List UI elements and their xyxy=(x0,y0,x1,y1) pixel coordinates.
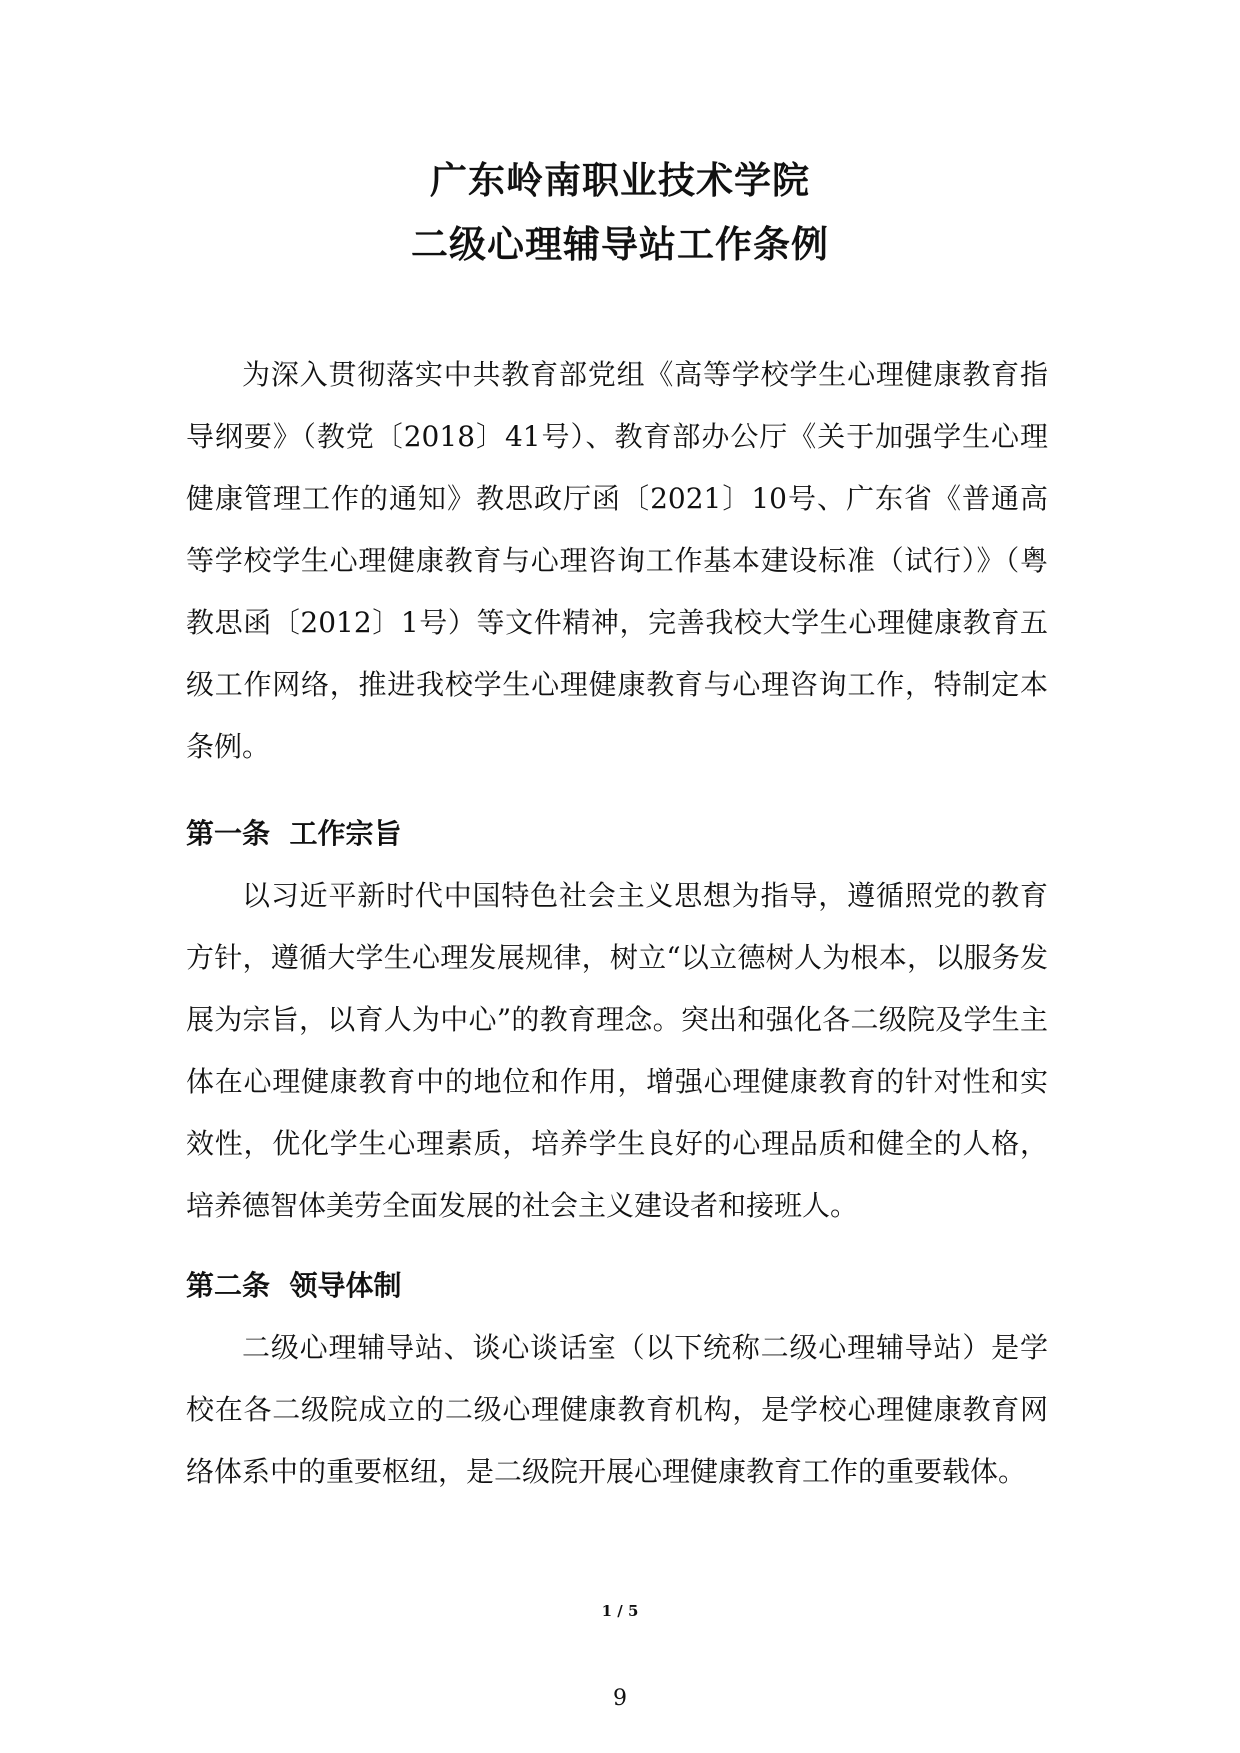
document-title-line1: 广东岭南职业技术学院 xyxy=(430,159,810,202)
document-title-line2: 二级心理辅导站工作条例 xyxy=(411,223,829,266)
page-indicator: 1 / 5 xyxy=(601,1602,639,1620)
section-paragraph-2: 二级心理辅导站、谈心谈话室（以下统称二级心理辅导站）是学校在各二级院成立的二级心理健康教育机构，是学校心理健康教育网络体系中的重要枢纽，是二级院开展心理健康教育工作的重要载体。 xyxy=(186,1331,1048,1488)
section-heading-2: 第二条 领导体制 xyxy=(186,1269,402,1302)
folio-number: 9 xyxy=(613,1686,627,1711)
section-heading-1: 第一条 工作宗旨 xyxy=(186,817,402,850)
section-paragraph-1: 以习近平新时代中国特色社会主义思想为指导，遵循照党的教育方针，遵循大学生心理发展规律，树立“以立德树人为根本，以服务发展为宗旨，以育人为中心”的教育理念。突出和强化各二级院及学生主体在心理健康教育中的地位和作用，增强心理健康教育的针对性和实效性，优化学生心理素质，培养学生良好的心理品质和健全的人格，培养德智体美劳全面发展的社会主义建设者和接班人。 xyxy=(186,879,1048,1222)
intro-paragraph: 为深入贯彻落实中共教育部党组《高等学校学生心理健康教育指导纲要》（教党〔2018〕41号）、教育部办公厅《关于加强学生心理健康管理工作的通知》教思政厅函〔2021〕10号、广东省《普通高等学校学生心理健康教育与心理咨询工作基本建设标准（试行）》（粤教思函〔2012〕1号）等文件精神，完善我校大学生心理健康教育五级工作网络，推进我校学生心理健康教育与心理咨询工作，特制定本条例。 xyxy=(186,358,1048,763)
